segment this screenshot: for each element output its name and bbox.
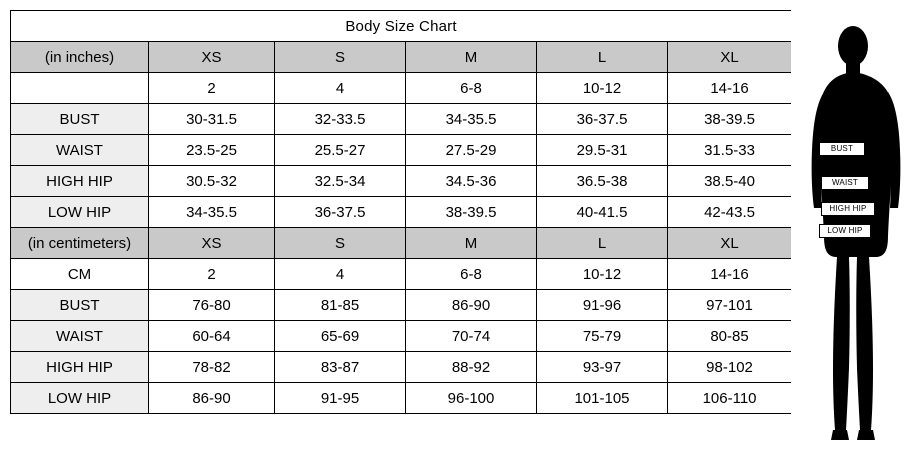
table-row	[11, 197, 792, 228]
cell-waist-in-m: 27.5-29	[406, 135, 537, 166]
cell-highhip-cm-l: 93-97	[537, 352, 668, 383]
cell-lowhip-in-m: 38-39.5	[406, 197, 537, 228]
cell-lowhip-in-xs: 34-35.5	[149, 197, 275, 228]
cm-numeric-s: 4	[275, 259, 406, 290]
table-row	[11, 42, 792, 73]
row-label-bust-cm: BUST	[11, 290, 149, 321]
cell-bust-cm-xl: 97-101	[668, 290, 792, 321]
cell-waist-cm-s: 65-69	[275, 321, 406, 352]
figure-label-waist: WAIST	[821, 176, 869, 190]
cell-highhip-in-l: 36.5-38	[537, 166, 668, 197]
page-title: Body Size Chart	[11, 11, 792, 42]
cm-size-header-m: M	[406, 228, 537, 259]
inches-numeric-s: 4	[275, 73, 406, 104]
cell-lowhip-cm-m: 96-100	[406, 383, 537, 414]
inches-numeric-m: 6-8	[406, 73, 537, 104]
size-header-xs: XS	[149, 42, 275, 73]
table-row	[11, 104, 792, 135]
cell-highhip-in-xl: 38.5-40	[668, 166, 792, 197]
table-row	[11, 290, 792, 321]
cell-highhip-in-m: 34.5-36	[406, 166, 537, 197]
cell-lowhip-cm-xs: 86-90	[149, 383, 275, 414]
cm-size-header-l: L	[537, 228, 668, 259]
cell-bust-cm-s: 81-85	[275, 290, 406, 321]
cell-bust-in-s: 32-33.5	[275, 104, 406, 135]
cm-unit-header: (in centimeters)	[11, 228, 149, 259]
row-label-waist-cm: WAIST	[11, 321, 149, 352]
row-label-lowhip-in: LOW HIP	[11, 197, 149, 228]
cell-lowhip-cm-xl: 106-110	[668, 383, 792, 414]
cell-highhip-cm-m: 88-92	[406, 352, 537, 383]
table-row	[11, 228, 792, 259]
cell-bust-in-xs: 30-31.5	[149, 104, 275, 135]
cell-bust-cm-xs: 76-80	[149, 290, 275, 321]
table-title-row	[11, 11, 792, 42]
size-header-s: S	[275, 42, 406, 73]
cell-lowhip-cm-s: 91-95	[275, 383, 406, 414]
cell-waist-cm-m: 70-74	[406, 321, 537, 352]
cell-waist-cm-l: 75-79	[537, 321, 668, 352]
cell-waist-cm-xl: 80-85	[668, 321, 792, 352]
cell-waist-in-xl: 31.5-33	[668, 135, 792, 166]
size-header-xl: XL	[668, 42, 792, 73]
cm-size-header-s: S	[275, 228, 406, 259]
cm-numeric-m: 6-8	[406, 259, 537, 290]
cell-lowhip-in-xl: 42-43.5	[668, 197, 792, 228]
inches-numeric-xl: 14-16	[668, 73, 792, 104]
cell-highhip-cm-s: 83-87	[275, 352, 406, 383]
cell-lowhip-in-l: 40-41.5	[537, 197, 668, 228]
cell-bust-cm-m: 86-90	[406, 290, 537, 321]
table-row	[11, 383, 792, 414]
cell-waist-in-xs: 23.5-25	[149, 135, 275, 166]
table-row	[11, 321, 792, 352]
cm-numeric-label: CM	[11, 259, 149, 290]
inches-unit-header: (in inches)	[11, 42, 149, 73]
figure-label-bust: BUST	[819, 142, 865, 156]
row-label-highhip-cm: HIGH HIP	[11, 352, 149, 383]
figure-label-low-hip: LOW HIP	[819, 224, 871, 238]
size-chart-table-container	[10, 10, 791, 446]
cell-waist-cm-xs: 60-64	[149, 321, 275, 352]
cell-bust-in-m: 34-35.5	[406, 104, 537, 135]
cell-bust-in-l: 36-37.5	[537, 104, 668, 135]
body-measurement-figure	[791, 0, 921, 454]
row-label-highhip-in: HIGH HIP	[11, 166, 149, 197]
row-label-bust-in: BUST	[11, 104, 149, 135]
body-size-chart-table	[10, 10, 792, 414]
table-row	[11, 166, 792, 197]
row-label-lowhip-cm: LOW HIP	[11, 383, 149, 414]
cell-waist-in-s: 25.5-27	[275, 135, 406, 166]
size-header-l: L	[537, 42, 668, 73]
inches-numeric-l: 10-12	[537, 73, 668, 104]
table-row	[11, 259, 792, 290]
cell-highhip-cm-xl: 98-102	[668, 352, 792, 383]
cell-waist-in-l: 29.5-31	[537, 135, 668, 166]
table-row	[11, 73, 792, 104]
cm-numeric-l: 10-12	[537, 259, 668, 290]
cell-bust-in-xl: 38-39.5	[668, 104, 792, 135]
table-row	[11, 352, 792, 383]
cm-numeric-xs: 2	[149, 259, 275, 290]
row-label-waist-in: WAIST	[11, 135, 149, 166]
cell-lowhip-cm-l: 101-105	[537, 383, 668, 414]
cell-highhip-cm-xs: 78-82	[149, 352, 275, 383]
size-header-m: M	[406, 42, 537, 73]
inches-numeric-xs: 2	[149, 73, 275, 104]
cm-size-header-xs: XS	[149, 228, 275, 259]
cell-lowhip-in-s: 36-37.5	[275, 197, 406, 228]
inches-numeric-label	[11, 73, 149, 104]
table-row	[11, 135, 792, 166]
cell-highhip-in-xs: 30.5-32	[149, 166, 275, 197]
cell-bust-cm-l: 91-96	[537, 290, 668, 321]
cm-numeric-xl: 14-16	[668, 259, 792, 290]
figure-label-high-hip: HIGH HIP	[821, 202, 875, 216]
cell-highhip-in-s: 32.5-34	[275, 166, 406, 197]
cm-size-header-xl: XL	[668, 228, 792, 259]
